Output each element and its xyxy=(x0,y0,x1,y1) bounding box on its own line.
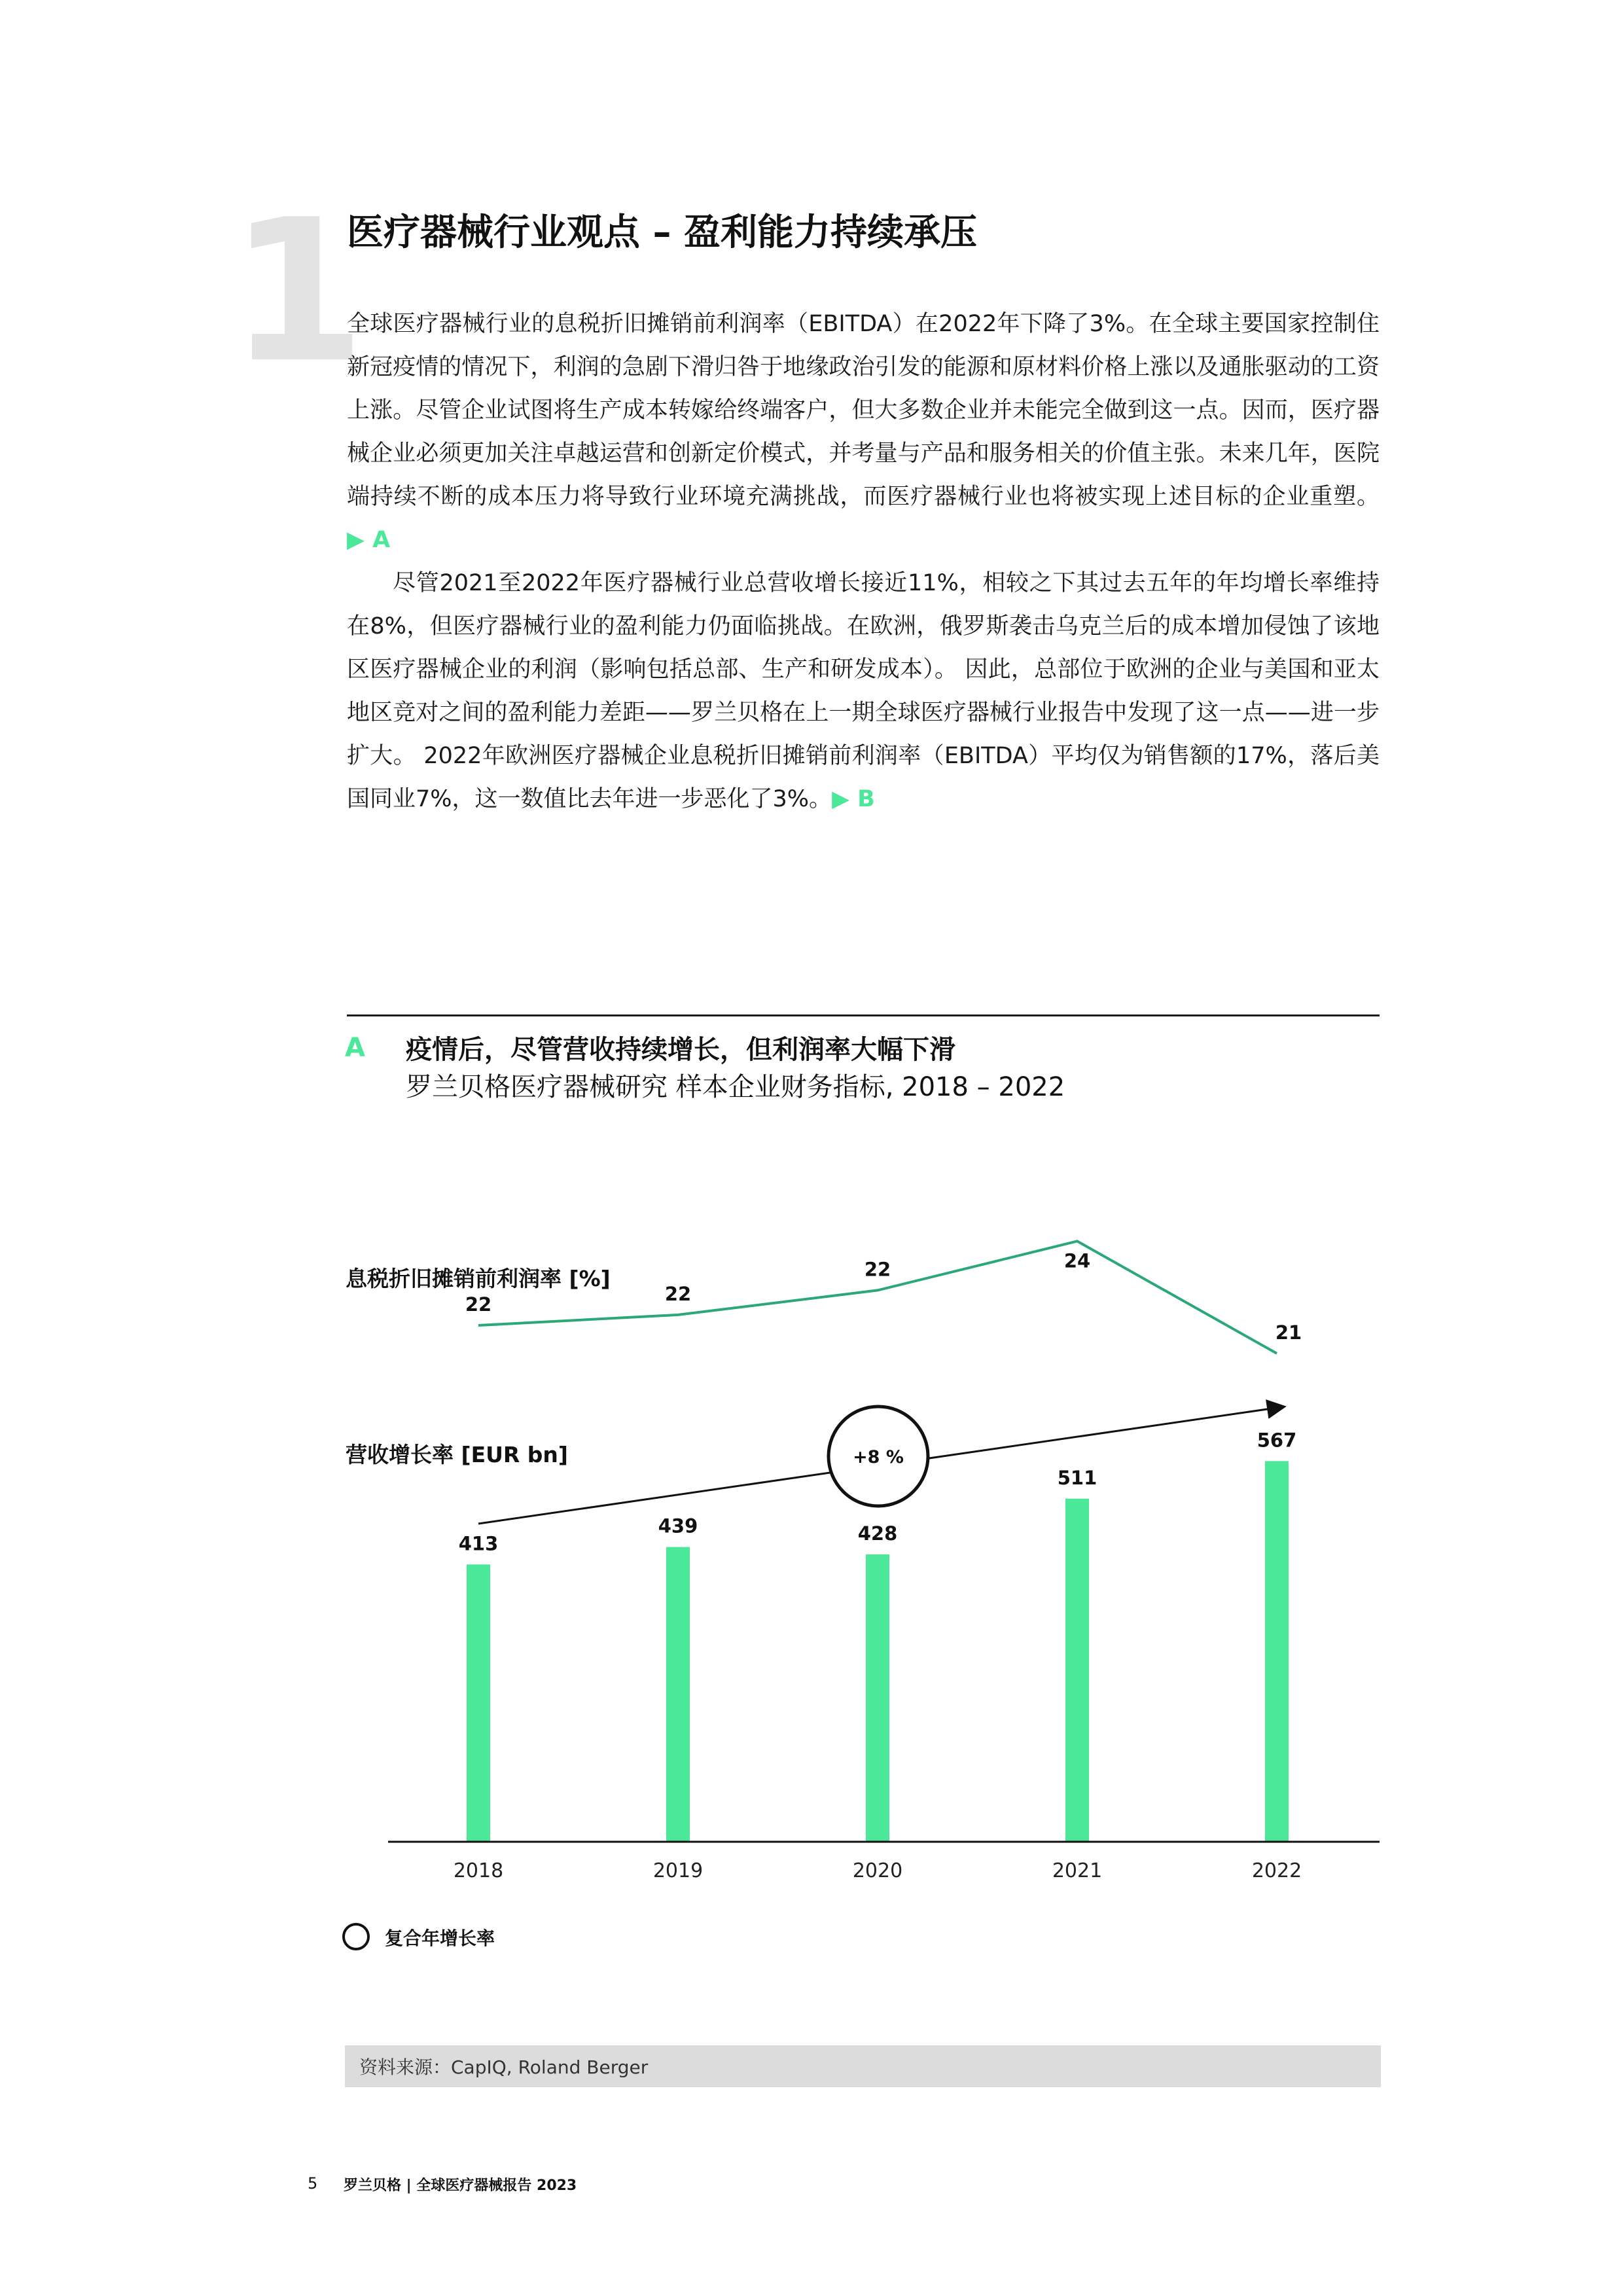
ebitda-value-label: 22 xyxy=(864,1258,891,1281)
ebitda-series-label: 息税折旧摊销前利润率 [%] xyxy=(346,1266,611,1291)
cagr-label: +8 % xyxy=(853,1447,904,1467)
section-title: 医疗器械行业观点 – 盈利能力持续承压 xyxy=(347,211,977,254)
revenue-value-label: 439 xyxy=(658,1515,698,1537)
x-tick-label: 2020 xyxy=(852,1859,903,1882)
ebitda-value-label: 21 xyxy=(1275,1321,1302,1344)
chart-b-reference-link[interactable]: ▶ B xyxy=(832,786,875,812)
chart-letter: A xyxy=(345,1033,365,1063)
cagr-legend-icon xyxy=(342,1923,370,1950)
footer-text: 罗兰贝格 | 全球医疗器械报告 2023 xyxy=(344,2178,577,2194)
revenue-value-label: 567 xyxy=(1257,1429,1297,1452)
cagr-badge xyxy=(829,1407,928,1506)
x-tick-label: 2018 xyxy=(453,1859,504,1882)
revenue-value-label: 428 xyxy=(857,1522,898,1545)
paragraph-1-text: 全球医疗器械行业的息税折旧摊销前利润率（EBITDA）在2022年下降了3%。在全球主要国家控制住新冠疫情的情况下，利润的急剧下滑归咎于地缘政治引发的能源和原材料价格上涨以及通胀驱动的工资上涨。尽管企业试图将生产成本转嫁给终端客户，但大多数企业并未能完全做到这一点。因而，医疗器械企业必须更加关注卓越运营和创新定价模式，并考量与产品和服务相关的价值主张。未来几年，医院端持续不断的成本压力将导致行业环境充满挑战，而医疗器械行业也将被实现上述目标的企业重塑。 xyxy=(347,311,1380,510)
chart-subtitle: 罗兰贝格医疗器械研究 样本企业财务指标, 2018 – 2022 xyxy=(406,1072,1065,1102)
cagr-legend-text: 复合年增长率 xyxy=(385,1928,495,1949)
revenue-bar-2022 xyxy=(1265,1461,1289,1842)
paragraph-2-text: 尽管2021至2022年医疗器械行业总营收增长接近11%，相较之下其过去五年的年均增长率维持在8%，但医疗器械行业的盈利能力仍面临挑战。在欧洲，俄罗斯袭击乌克兰后的成本增加侵蚀了该地区医疗器械企业的利润（影响包括总部、生产和研发成本）。 因此，总部位于欧洲的企业与美国和亚太地区竞对之间的盈利能力差距——罗兰贝格在上一期全球医疗器械行业报告中发现了这一点——进一步扩大。 2022年欧洲医疗器械企业息税折旧摊销前利润率（EBITDA）平均仅为销售额的17%，落后美国同业7%，这一数值比去年进一步恶化了3%。 xyxy=(347,570,1380,812)
revenue-series-label: 营收增长率 [EUR bn] xyxy=(346,1442,569,1467)
source-box xyxy=(345,2045,1381,2087)
revenue-value-label: 511 xyxy=(1057,1466,1097,1489)
revenue-bar-2021 xyxy=(1065,1499,1089,1842)
chart-title: 疫情后，尽管营收持续增长，但利润率大幅下滑 xyxy=(406,1035,955,1065)
revenue-bar-2020 xyxy=(866,1554,889,1842)
page-number: 5 xyxy=(308,2174,318,2193)
revenue-bar-2018 xyxy=(467,1564,490,1842)
ebitda-value-label: 22 xyxy=(465,1293,492,1316)
section-number: 1 xyxy=(229,177,359,406)
revenue-value-label: 413 xyxy=(458,1532,499,1555)
revenue-bar-2019 xyxy=(666,1547,690,1842)
ebitda-value-label: 22 xyxy=(664,1282,692,1305)
source-text: 资料来源：CapIQ, Roland Berger xyxy=(359,2056,649,2078)
chart-a-reference-link[interactable]: ▶ A xyxy=(347,527,391,553)
x-tick-label: 2021 xyxy=(1052,1859,1103,1882)
x-tick-label: 2019 xyxy=(652,1859,704,1882)
ebitda-value-label: 24 xyxy=(1063,1249,1091,1272)
x-tick-label: 2022 xyxy=(1251,1859,1302,1882)
